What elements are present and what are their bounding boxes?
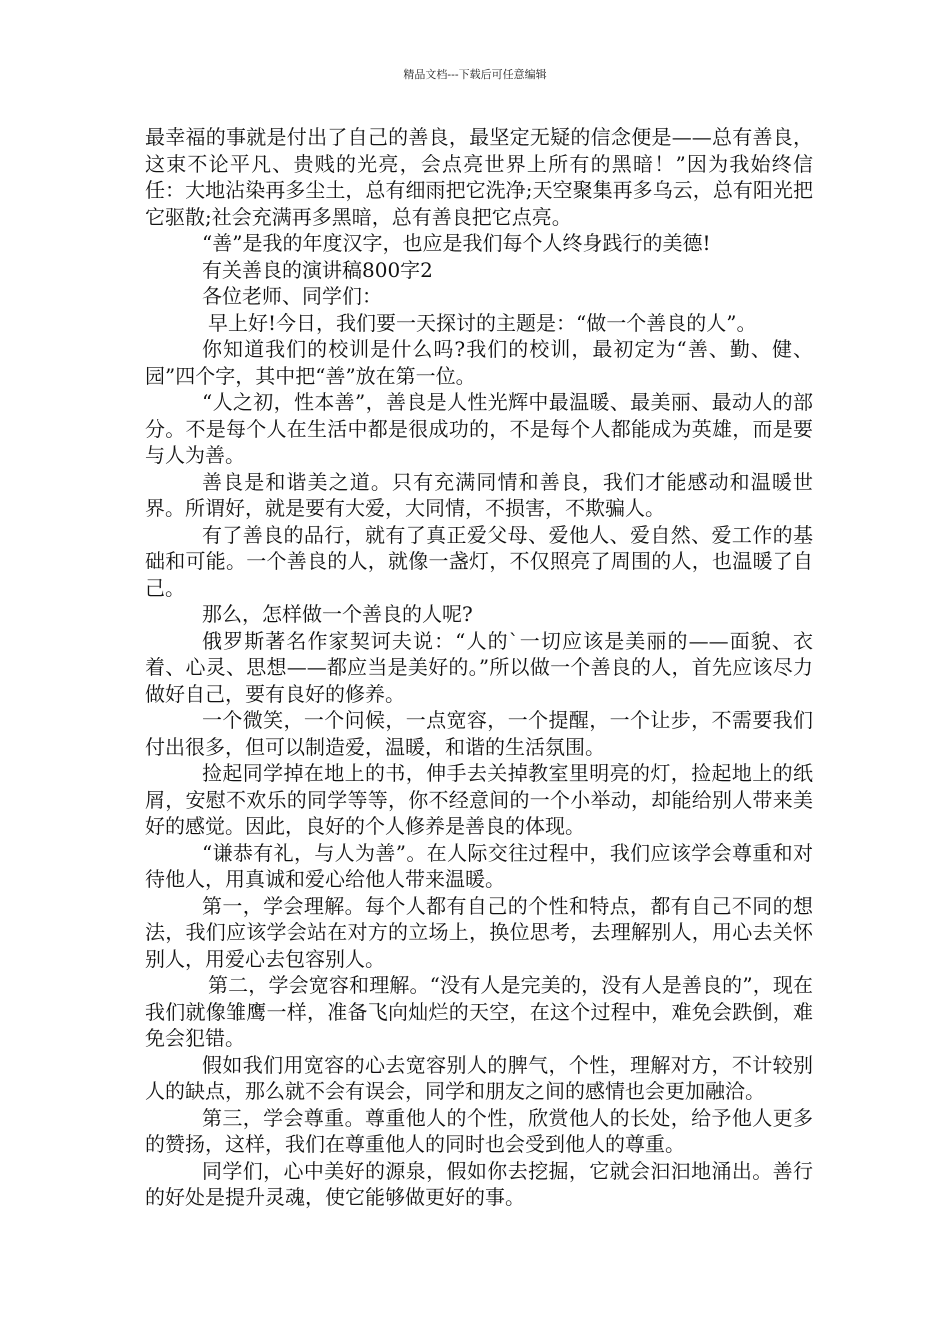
paragraph: 第三，学会尊重。尊重他人的个性，欣赏他人的长处，给予他人更多的赞扬，这样，我们在尊重他人的同时也会受到他人的尊重。: [145, 1105, 813, 1156]
document-body: [145, 124, 813, 1211]
paragraph: 那么，怎样做一个善良的人呢?: [202, 602, 473, 626]
paragraph: 各位老师、同学们：: [202, 284, 382, 308]
paragraph: 最幸福的事就是付出了自己的善良，最坚定无疑的信念便是——总有善良，这束不论平凡、贵贱的光亮，会点亮世界上所有的黑暗！”因为我始终信任：大地沾染再多尘土，总有细雨把它洗净;天空聚集再多乌云，总有阳光把它驱散;社会充满再多黑暗，总有善良把它点亮。: [145, 125, 813, 229]
page-header: 精品文档---下载后可任意编辑: [403, 68, 547, 81]
paragraph: “善”是我的年度汉字，也应是我们每个人终身践行的美德!: [202, 231, 711, 255]
paragraph: “谦恭有礼，与人为善”。在人际交往过程中，我们应该学会尊重和对待他人，用真诚和爱心给他人带来温暖。: [145, 840, 813, 891]
paragraph: 有了善良的品行，就有了真正爱父母、爱他人、爱自然、爱工作的基础和可能。一个善良的人，就像一盏灯，不仅照亮了周围的人，也温暖了自己。: [145, 522, 813, 600]
paragraph: 早上好!今日，我们要一天探讨的主题是：“做一个善良的人”。: [208, 310, 757, 335]
paragraph: 一个微笑，一个问候，一点宽容，一个提醒，一个让步，不需要我们付出很多，但可以制造爱，温暖，和谐的生活氛围。: [145, 708, 813, 759]
paragraph: 第一，学会理解。每个人都有自己的个性和特点，都有自己不同的想法，我们应该学会站在对方的立场上，换位思考，去理解别人，用心去关怀别人，用爱心去包容别人。: [145, 893, 813, 971]
paragraph: 有关善良的演讲稿800字2: [202, 257, 433, 282]
paragraph: 同学们，心中美好的源泉，假如你去挖掘，它就会汩汩地涌出。善行的好处是提升灵魂，使它能够做更好的事。: [145, 1158, 813, 1209]
paragraph: 善良是和谐美之道。只有充满同情和善良，我们才能感动和温暖世界。所谓好，就是要有大爱，大同情，不损害，不欺骗人。: [145, 469, 813, 520]
paragraph: 你知道我们的校训是什么吗?我们的校训，最初定为“善、勤、健、园”四个字，其中把“善”放在第一位。: [145, 337, 813, 388]
paragraph: 假如我们用宽容的心去宽容别人的脾气，个性，理解对方，不计较别人的缺点，那么就不会有误会，同学和朋友之间的感情也会更加融洽。: [145, 1052, 813, 1103]
paragraph: “人之初，性本善”，善良是人性光辉中最温暖、最美丽、最动人的部分。不是每个人在生活中都是很成功的，不是每个人都能成为英雄，而是要与人为善。: [145, 390, 813, 467]
paragraph: 捡起同学掉在地上的书，伸手去关掉教室里明亮的灯，捡起地上的纸屑，安慰不欢乐的同学等等，你不经意间的一个小举动，却能给别人带来美好的感觉。因此，良好的个人修养是善良的体现。: [145, 761, 813, 838]
paragraph: 俄罗斯著名作家契诃夫说：“人的`一切应该是美丽的——面貌、衣着、心灵、思想——都应当是美好的。”所以做一个善良的人，首先应该尽力做好自己，要有良好的修养。: [145, 628, 813, 706]
paragraph: 第二，学会宽容和理解。“没有人是完美的，没有人是善良的”，现在我们就像雏鹰一样，准备飞向灿烂的天空，在这个过程中，难免会跌倒，难免会犯错。: [145, 973, 813, 1050]
